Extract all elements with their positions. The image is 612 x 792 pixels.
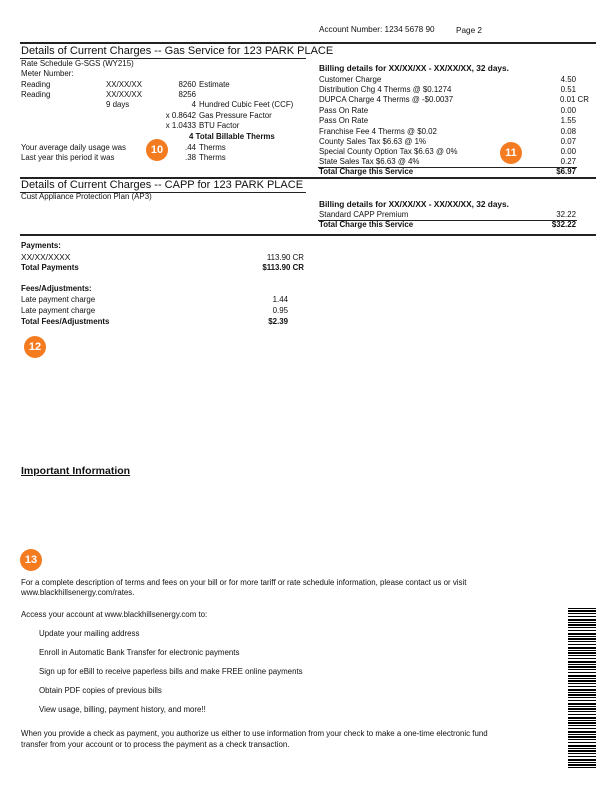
last-year-unit: Therms [199,153,226,162]
row-desc: Estimate [199,80,230,89]
row-label: Reading [21,80,51,89]
capp-section-title: Details of Current Charges -- CAPP for 123 PARK PLACE [21,179,304,191]
important-info-heading: Important Information [21,465,131,477]
billing-item-amount: 0.01 CR [560,95,589,104]
barcode-graphic [568,608,596,768]
billing-item-label: DUPCA Charge 4 Therms @ -$0.0037 [319,95,454,104]
billing-item-label: Pass On Rate [319,116,369,125]
billing-item-label: Customer Charge [319,75,382,84]
payments-total-amount: $113.90 CR [262,263,304,272]
capp-billing-title: Billing details for XX/XX/XX - XX/XX/XX, 32 days. [319,199,509,209]
billing-item-label: Distribution Chg 4 Therms @ $0.1274 [319,85,452,94]
avg-usage-value: .44 [185,143,196,152]
row-date: XX/XX/XX [106,90,142,99]
capp-total-label: Total Charge this Service [319,220,414,229]
access-account-text: Access your account at www.blackhillsenergy.com to: [21,610,208,619]
capp-item-amount: 32.22 [556,210,576,219]
fees-total-amount: $2.39 [268,317,288,326]
row-desc: Gas Pressure Factor [199,111,272,120]
meter-number-label: Meter Number: [21,69,74,78]
billing-item-amount: 0.07 [560,137,576,146]
total-billable-therms: 4 Total Billable Therms [189,132,275,141]
billing-item-amount: 0.08 [560,127,576,136]
avg-usage-label: Your average daily usage was [21,143,126,152]
avg-usage-unit: Therms [199,143,226,152]
check-payment-text-line2: transfer from your account or to process the payment as a check transaction. [21,740,290,749]
capp-plan-name: Cust Appliance Protection Plan (AP3) [21,192,152,201]
rates-link[interactable]: www.blackhillsenergy.com/rates. [21,588,135,597]
billing-item-label: Franchise Fee 4 Therms @ $0.02 [319,127,437,136]
fee-item-label: Late payment charge [21,306,96,315]
row-value: 8256 [178,90,196,99]
billing-details-title: Billing details for XX/XX/XX - XX/XX/XX, 32 days. [319,63,509,73]
billing-item-amount: 4.50 [560,75,576,84]
list-item: Enroll in Automatic Bank Transfer for electronic payments [39,648,240,657]
check-payment-text-line1: When you provide a check as payment, you authorize us either to use information from your check to make a one-time electronic fund [21,729,488,738]
list-item: Obtain PDF copies of previous bills [39,686,162,695]
billing-item-amount: 0.00 [560,147,576,156]
row-value: x 1.0433 [165,121,196,130]
billing-item-amount: 0.27 [560,157,576,166]
row-value: 8260 [178,80,196,89]
fee-item-amount: 0.95 [272,306,288,315]
gas-section-title: Details of Current Charges -- Gas Service for 123 PARK PLACE [21,45,334,57]
row-desc: Hundred Cubic Feet (CCF) [199,100,294,109]
capp-item-label: Standard CAPP Premium [319,210,409,219]
info-paragraph: For a complete description of terms and fees on your bill or for more tariff or rate schedule information, please contact us or visit [21,578,467,587]
section-divider-rule [20,234,596,236]
fees-heading: Fees/Adjustments: [21,284,92,293]
callout-badge-11: 11 [500,142,522,164]
rate-schedule: Rate Schedule G-SGS (WY215) [21,59,134,68]
row-value: x 0.8642 [165,111,196,120]
billing-total-label: Total Charge this Service [319,167,414,176]
billing-item-amount: 0.00 [560,106,576,115]
last-year-value: .38 [185,153,196,162]
row-label: Reading [21,90,51,99]
row-desc: BTU Factor [199,121,240,130]
fees-total-label: Total Fees/Adjustments [21,317,110,326]
callout-badge-12: 12 [24,336,46,358]
billing-item-label: Special County Option Tax $6.63 @ 0% [319,147,458,156]
last-year-label: Last year this period it was [21,153,115,162]
list-item: Sign up for eBill to receive paperless bills and make FREE online payments [39,667,303,676]
gas-top-rule [20,42,596,44]
fee-item-amount: 1.44 [272,295,288,304]
billing-item-amount: 1.55 [560,116,576,125]
payments-total-label: Total Payments [21,263,79,272]
page-number: Page 2 [456,26,482,35]
row-value: 4 [191,100,196,109]
row-date: 9 days [106,100,130,109]
billing-total-amount: $6.97 [556,167,576,176]
callout-badge-13: 13 [20,549,42,571]
payment-amount: 113.90 CR [266,253,304,262]
payments-heading: Payments: [21,241,61,250]
payment-date: XX/XX/XXXX [21,252,71,262]
fee-item-label: Late payment charge [21,295,96,304]
capp-total-amount: $32.22 [551,220,576,229]
billing-item-label: State Sales Tax $6.63 @ 4% [319,157,420,166]
billing-item-amount: 0.51 [560,85,576,94]
billing-item-label: Pass On Rate [319,106,369,115]
billing-item-label: County Sales Tax $6.63 @ 1% [319,137,426,146]
row-date: XX/XX/XX [106,80,142,89]
list-item: View usage, billing, payment history, and more!! [39,705,206,714]
callout-badge-10: 10 [146,139,168,161]
account-number: Account Number: 1234 5678 90 [319,25,435,34]
list-item: Update your mailing address [39,629,140,638]
